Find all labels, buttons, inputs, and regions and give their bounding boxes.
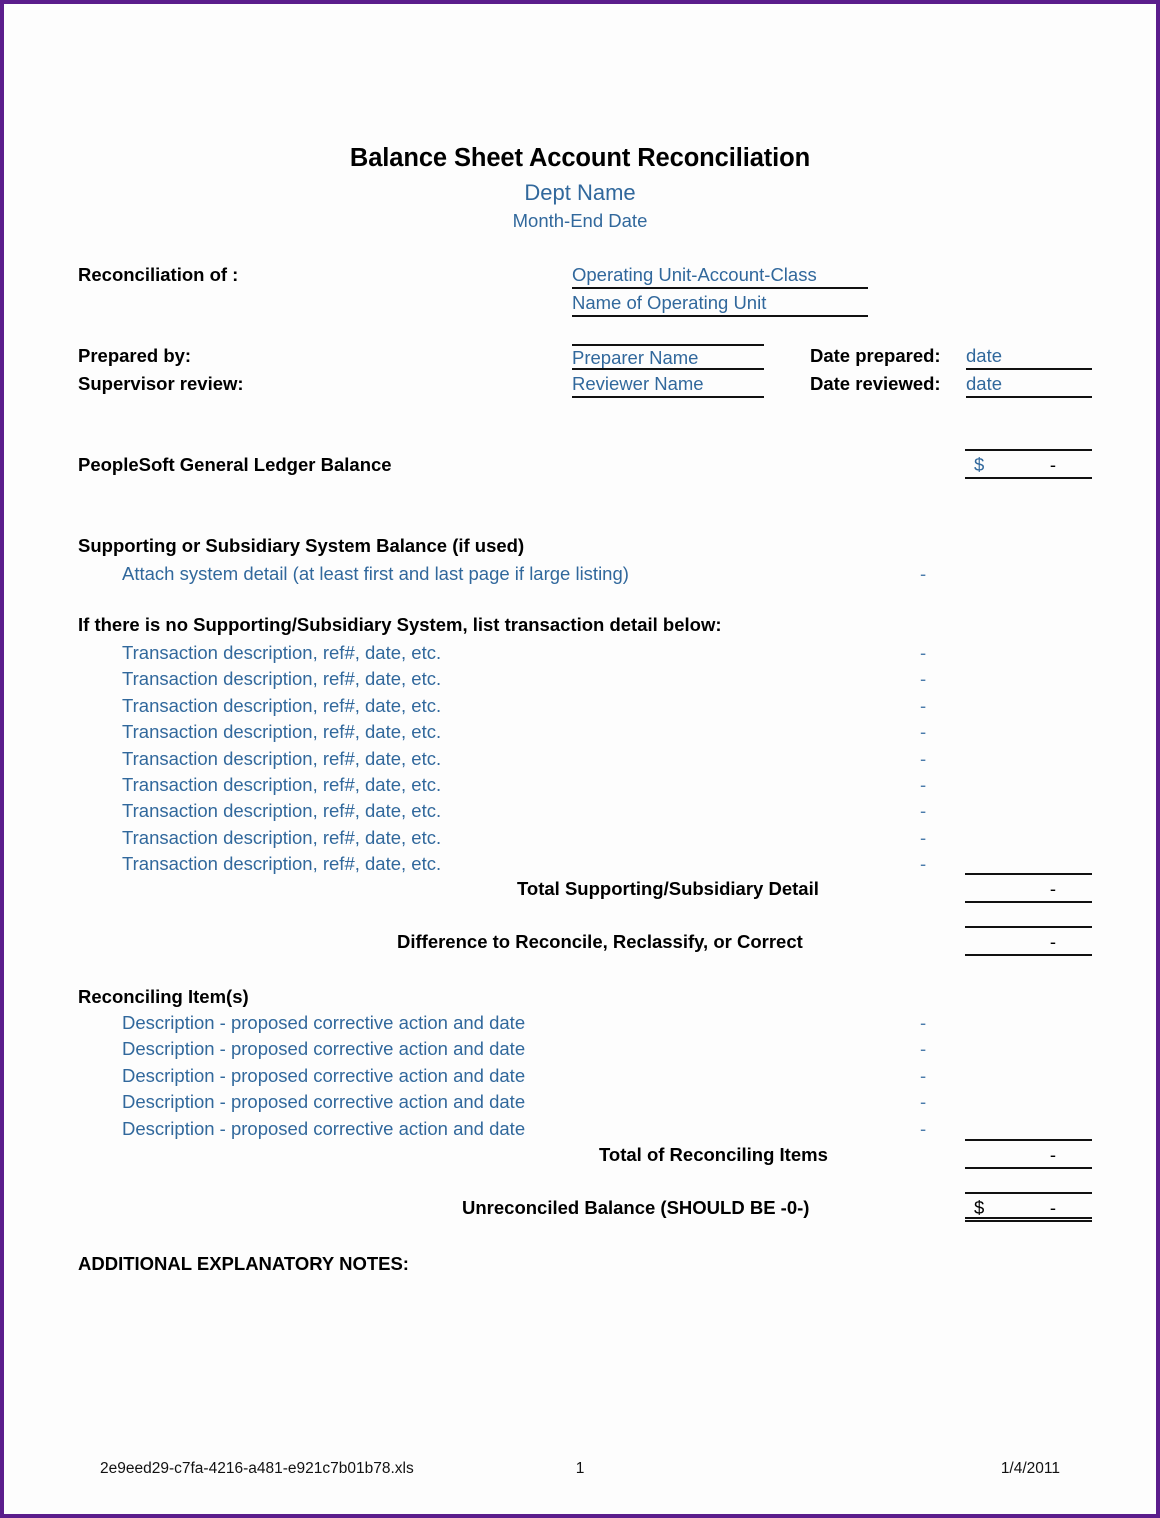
month-end-date[interactable]: Month-End Date bbox=[512, 210, 648, 231]
transaction-row-description[interactable]: Transaction description, ref#, date, etc. bbox=[122, 721, 442, 743]
reconciling-row-amount[interactable]: - bbox=[920, 1012, 927, 1033]
difference-to-reconcile-value[interactable] bbox=[965, 926, 1092, 956]
transaction-row-amount[interactable]: - bbox=[920, 853, 927, 875]
transaction-row-amount[interactable]: - bbox=[920, 774, 927, 795]
reconciling-row-amount[interactable]: - bbox=[920, 1064, 927, 1086]
transaction-row-amount[interactable]: - bbox=[920, 642, 927, 663]
footer-date: 1/4/2011 bbox=[1000, 1460, 1060, 1477]
supervisor-review-label: Supervisor review: bbox=[78, 373, 244, 394]
name-of-operating-unit-field[interactable]: Name of Operating Unit bbox=[572, 291, 868, 317]
page-title: Balance Sheet Account Reconciliation bbox=[349, 144, 811, 172]
reconciling-row-amount[interactable]: - bbox=[920, 1091, 927, 1113]
date-reviewed-label: Date reviewed: bbox=[810, 373, 941, 394]
total-supporting-detail-value[interactable] bbox=[965, 873, 1092, 903]
attach-system-detail-amount[interactable]: - bbox=[920, 563, 927, 584]
transaction-row-description[interactable]: Transaction description, ref#, date, etc. bbox=[122, 800, 442, 822]
total-reconciling-items-value[interactable] bbox=[965, 1139, 1092, 1169]
transaction-row-amount[interactable]: - bbox=[920, 721, 927, 743]
currency-symbol: $ bbox=[974, 1197, 985, 1218]
unreconciled-balance-value[interactable] bbox=[965, 1192, 1092, 1222]
reconciling-row-description[interactable]: Description - proposed corrective action and date bbox=[122, 1038, 526, 1060]
reconciling-row-amount[interactable]: - bbox=[920, 1038, 927, 1060]
transaction-row-amount[interactable]: - bbox=[920, 747, 927, 769]
transaction-row-amount[interactable]: - bbox=[920, 694, 927, 716]
operating-unit-account-class-field[interactable]: Operating Unit-Account-Class bbox=[572, 263, 868, 289]
transaction-detail-heading: If there is no Supporting/Subsidiary System, list transaction detail below: bbox=[78, 614, 722, 635]
total-supporting-detail-label: Total Supporting/Subsidiary Detail bbox=[517, 878, 819, 899]
transaction-row-description[interactable]: Transaction description, ref#, date, etc. bbox=[122, 747, 442, 769]
currency-symbol: $ bbox=[974, 454, 985, 475]
transaction-row-amount[interactable]: - bbox=[920, 826, 927, 848]
reconciling-row-description[interactable]: Description - proposed corrective action and date bbox=[122, 1064, 526, 1086]
reviewer-name-field[interactable]: Reviewer Name bbox=[572, 372, 764, 398]
transaction-row-amount[interactable]: - bbox=[920, 800, 927, 822]
date-prepared-field[interactable]: date bbox=[966, 344, 1092, 370]
difference-to-reconcile-label: Difference to Reconcile, Reclassify, or Correct bbox=[397, 931, 803, 952]
peoplesoft-gl-balance-value[interactable] bbox=[965, 449, 1092, 479]
prepared-by-label: Prepared by: bbox=[78, 345, 192, 366]
date-reviewed-field[interactable]: date bbox=[966, 372, 1092, 398]
additional-explanatory-notes-heading: ADDITIONAL EXPLANATORY NOTES: bbox=[78, 1253, 409, 1274]
amount: - bbox=[1049, 454, 1056, 475]
amount: - bbox=[1049, 1144, 1056, 1165]
attach-system-detail-note[interactable]: Attach system detail (at least first and last page if large listing) bbox=[122, 563, 629, 584]
reconciling-items-heading: Reconciling Item(s) bbox=[78, 986, 249, 1007]
dept-name[interactable]: Dept Name bbox=[524, 180, 636, 205]
amount: - bbox=[1049, 1197, 1056, 1218]
total-reconciling-items-label: Total of Reconciling Items bbox=[599, 1144, 828, 1165]
date-prepared-label: Date prepared: bbox=[810, 345, 941, 366]
preparer-name-field[interactable]: Preparer Name bbox=[572, 344, 764, 370]
amount: - bbox=[1049, 931, 1056, 952]
footer-page-number: 1 bbox=[575, 1460, 585, 1477]
reconciliation-of-label: Reconciliation of : bbox=[78, 264, 239, 285]
transaction-row-description[interactable]: Transaction description, ref#, date, etc. bbox=[122, 826, 442, 848]
transaction-row-description[interactable]: Transaction description, ref#, date, etc. bbox=[122, 853, 442, 875]
transaction-row-description[interactable]: Transaction description, ref#, date, etc. bbox=[122, 694, 442, 716]
transaction-row-description[interactable]: Transaction description, ref#, date, etc. bbox=[122, 642, 442, 663]
unreconciled-balance-label: Unreconciled Balance (SHOULD BE -0-) bbox=[462, 1197, 810, 1218]
transaction-row-description[interactable]: Transaction description, ref#, date, etc. bbox=[122, 774, 442, 795]
transaction-row-amount[interactable]: - bbox=[920, 668, 927, 690]
reconciling-row-description[interactable]: Description - proposed corrective action and date bbox=[122, 1012, 526, 1033]
amount: - bbox=[1049, 878, 1056, 899]
peoplesoft-gl-balance-label: PeopleSoft General Ledger Balance bbox=[78, 454, 392, 475]
reconciling-row-description[interactable]: Description - proposed corrective action and date bbox=[122, 1117, 526, 1139]
reconciling-row-amount[interactable]: - bbox=[920, 1117, 927, 1139]
worksheet bbox=[4, 4, 1156, 1514]
footer-filename: 2e9eed29-c7fa-4216-a481-e921c7b01b78.xls bbox=[100, 1460, 414, 1477]
reconciling-row-description[interactable]: Description - proposed corrective action and date bbox=[122, 1091, 526, 1113]
supporting-system-heading: Supporting or Subsidiary System Balance (if used) bbox=[78, 535, 525, 556]
transaction-row-description[interactable]: Transaction description, ref#, date, etc. bbox=[122, 668, 442, 690]
